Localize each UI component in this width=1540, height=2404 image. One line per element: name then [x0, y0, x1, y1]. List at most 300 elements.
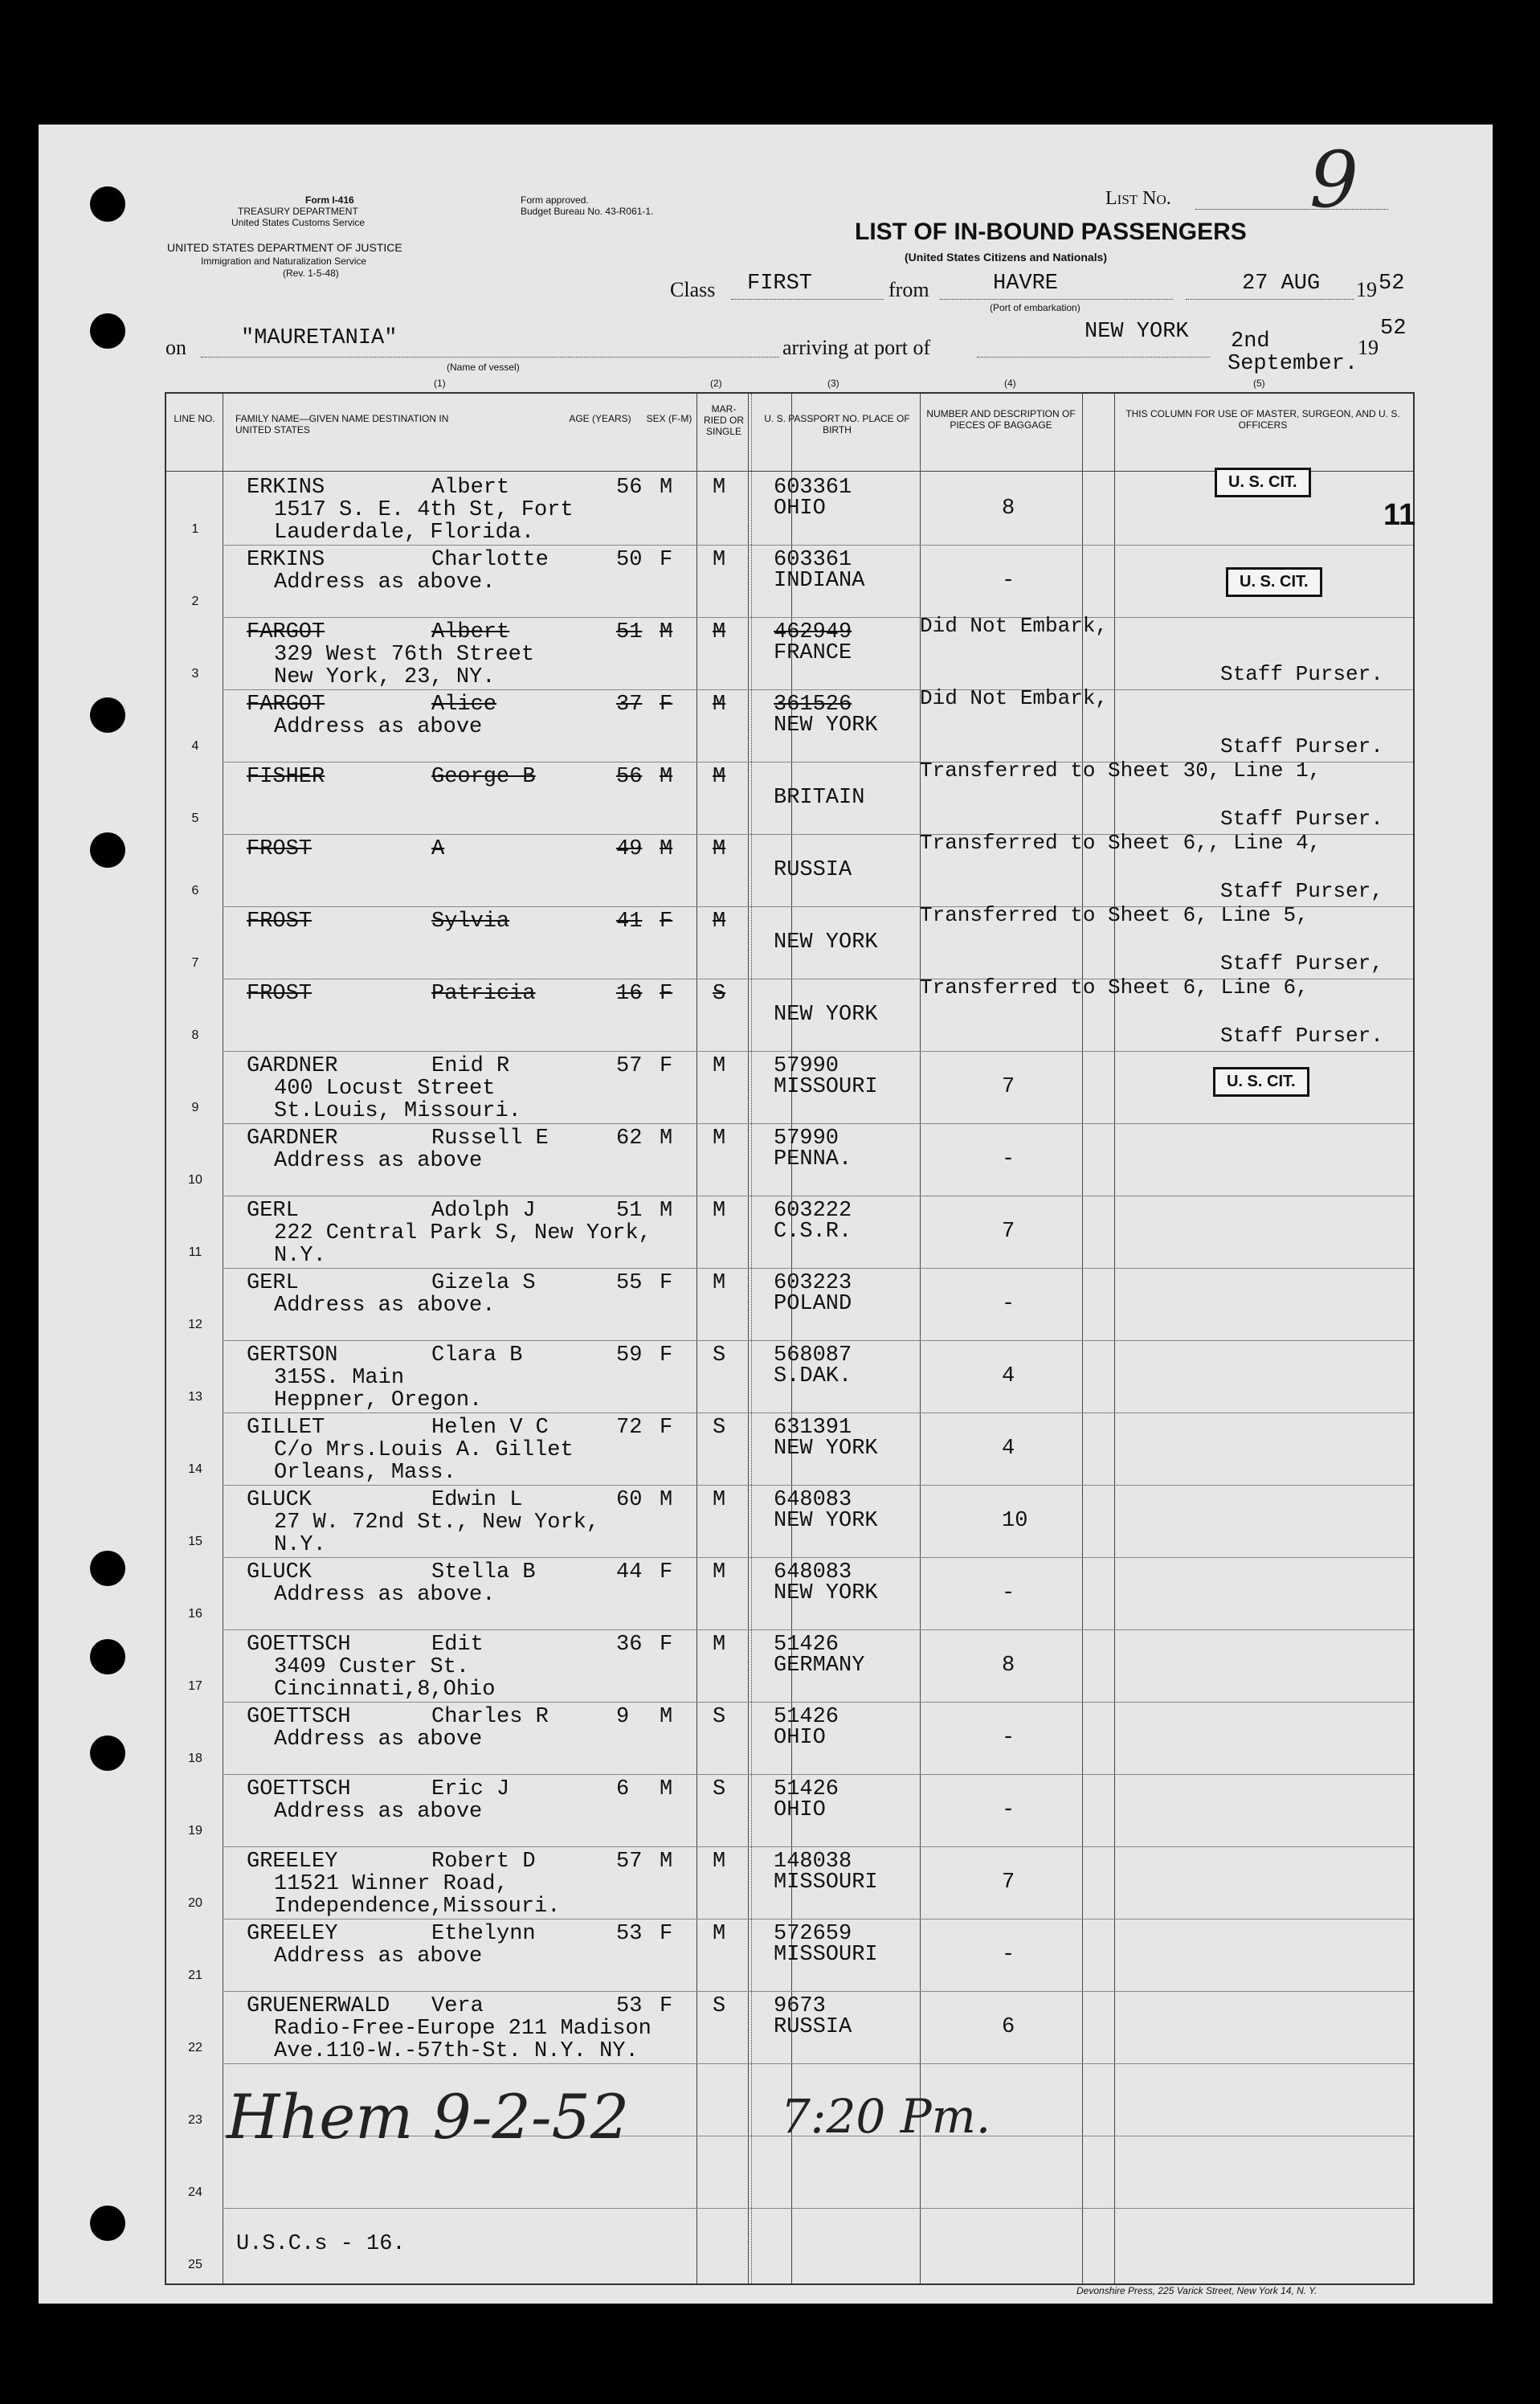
given-name: Albert	[431, 620, 510, 644]
row-divider	[223, 1268, 1413, 1269]
age: 56	[616, 765, 643, 789]
given-name: George B	[431, 765, 536, 789]
marital-status: M	[713, 1633, 726, 1657]
staff-purser-note: Staff Purser.	[1220, 734, 1383, 758]
baggage-count: -	[1002, 1798, 1015, 1822]
family-name: GOETTSCH	[247, 1705, 351, 1729]
passport-number: 57990	[774, 1126, 839, 1151]
destination-address: St.Louis, Missouri.	[274, 1099, 521, 1123]
passport-number: 603361	[774, 548, 852, 572]
line-number: 15	[188, 1535, 202, 1548]
given-name: Clara B	[431, 1343, 523, 1368]
page-subtitle: (United States Citizens and Nationals)	[905, 251, 1108, 264]
line-number: 21	[188, 1969, 202, 1982]
arrival-time: 7:20 Pm.	[781, 2089, 991, 2144]
marital-status: M	[713, 620, 726, 644]
age: 57	[616, 1850, 643, 1874]
depart-date: 27 AUG	[1242, 272, 1321, 296]
marital-status: M	[713, 1488, 726, 1512]
place-of-birth: BRITAIN	[774, 786, 865, 810]
punch-hole	[90, 1551, 125, 1586]
destination-address: Radio-Free-Europe 211 Madison	[274, 2017, 652, 2041]
given-name: Vera	[431, 1994, 484, 2018]
passport-number: 648083	[774, 1560, 852, 1584]
destination-address: Address as above	[274, 1149, 483, 1173]
arrival-month: September.	[1228, 352, 1358, 376]
destination-address: New York, 23, NY.	[274, 665, 496, 689]
baggage-count: 7	[1002, 1220, 1015, 1244]
given-name: Adolph J	[431, 1199, 536, 1223]
age: 59	[616, 1343, 643, 1368]
citizen-stamp: U. S. CIT.	[1226, 567, 1322, 597]
col-passport: U. S. PASSPORT NO. PLACE OF BIRTH	[764, 413, 910, 435]
officer-signature: Hhem 9-2-52	[227, 2081, 630, 2153]
destination-address: 11521 Winner Road,	[274, 1872, 509, 1896]
col-married: MAR-RIED OR SINGLE	[703, 403, 744, 437]
row-divider	[223, 1557, 1413, 1558]
punch-hole	[90, 313, 125, 349]
sex: F	[660, 982, 673, 1006]
age: 60	[616, 1488, 643, 1512]
row-divider	[223, 617, 1413, 618]
staff-purser-note: Staff Purser.	[1220, 1024, 1383, 1048]
family-name: FROST	[247, 982, 312, 1006]
passport-number: 603222	[774, 1199, 852, 1223]
depart-line	[1186, 299, 1354, 300]
vessel-caption: (Name of vessel)	[447, 362, 520, 373]
given-name: Alice	[431, 693, 497, 717]
age: 53	[616, 1922, 643, 1946]
age: 37	[616, 693, 643, 717]
marital-status: M	[713, 476, 726, 500]
line-number: 7	[191, 956, 199, 970]
family-name: GOETTSCH	[247, 1777, 351, 1801]
baggage-count: 8	[1002, 497, 1015, 521]
place-of-birth: C.S.R.	[774, 1220, 852, 1244]
baggage-count: 10	[1002, 1509, 1028, 1533]
baggage-count: -	[1002, 1943, 1015, 1967]
family-name: GRUENERWALD	[247, 1994, 390, 2018]
row-divider	[223, 2063, 1413, 2064]
destination-address: 315S. Main	[274, 1366, 405, 1390]
passport-number: 51426	[774, 1705, 839, 1729]
passport-number: 148038	[774, 1850, 852, 1874]
age: 9	[616, 1705, 630, 1729]
age: 41	[616, 910, 643, 934]
class-value: FIRST	[747, 272, 813, 296]
passport-number: 57990	[774, 1054, 839, 1078]
row-divider	[223, 689, 1413, 690]
corner-mark: 9	[1309, 135, 1359, 225]
line-number: 14	[188, 1462, 202, 1476]
port-caption: (Port of embarkation)	[990, 302, 1080, 313]
age: 72	[616, 1416, 643, 1440]
destination-address: C/o Mrs.Louis A. Gillet	[274, 1438, 574, 1462]
depart-year: 52	[1379, 272, 1405, 296]
arriving-label: arriving at port of	[782, 336, 931, 359]
given-name: Enid R	[431, 1054, 510, 1078]
vessel-line	[201, 357, 779, 358]
destination-address: Address as above	[274, 1727, 483, 1752]
line-number: 18	[188, 1752, 202, 1765]
destination-address: 1517 S. E. 4th St, Fort	[274, 498, 574, 522]
baggage-count: 8	[1002, 1654, 1015, 1678]
destination-address: N.Y.	[274, 1244, 326, 1268]
baggage-count: -	[1002, 1292, 1015, 1316]
baggage-count: -	[1002, 1147, 1015, 1171]
line-number: 24	[188, 2185, 202, 2199]
line-number: 3	[191, 667, 199, 681]
baggage-count: 6	[1002, 2015, 1015, 2039]
place-of-birth: POLAND	[774, 1292, 852, 1316]
place-of-birth: OHIO	[774, 1798, 826, 1822]
age: 6	[616, 1777, 630, 1801]
passport-number: 51426	[774, 1633, 839, 1657]
class-label: Class	[670, 278, 716, 301]
family-name: FISHER	[247, 765, 325, 789]
family-name: GILLET	[247, 1416, 325, 1440]
destination-address: 3409 Custer St.	[274, 1655, 470, 1679]
marital-status: M	[713, 1054, 726, 1078]
usc-count: U.S.C.s - 16.	[236, 2232, 406, 2256]
age: 53	[616, 1994, 643, 2018]
passport-number: 9673	[774, 1994, 826, 2018]
col-num: (4)	[1004, 378, 1016, 389]
sex: M	[660, 1488, 673, 1512]
disposition-note: Transferred to Sheet 6,, Line 4,	[920, 831, 1321, 855]
vessel-name: "MAURETANIA"	[241, 326, 398, 350]
line-number: 20	[188, 1896, 202, 1910]
row-divider	[223, 1629, 1413, 1630]
destination-address: 27 W. 72nd St., New York,	[274, 1511, 600, 1535]
line-number: 10	[188, 1173, 202, 1187]
place-of-birth: MISSOURI	[774, 1870, 878, 1895]
family-name: GERL	[247, 1199, 299, 1223]
arrival-year-prefix: 19	[1358, 336, 1379, 359]
form-number: Form I-416	[305, 194, 354, 206]
budget-bureau: Budget Bureau No. 43-R061-1.	[521, 206, 654, 217]
given-name: A	[431, 837, 445, 861]
family-name: GREELEY	[247, 1850, 338, 1874]
age: 55	[616, 1271, 643, 1295]
baggage-count: 7	[1002, 1870, 1015, 1895]
sex: M	[660, 1126, 673, 1151]
marital-status: S	[713, 1416, 726, 1440]
age: 44	[616, 1560, 643, 1584]
punch-hole	[90, 2206, 125, 2241]
line-number: 6	[191, 884, 199, 897]
marital-status: M	[713, 1199, 726, 1223]
punch-hole	[90, 186, 125, 222]
age: 51	[616, 620, 643, 644]
family-name: FARGOT	[247, 693, 325, 717]
age: 16	[616, 982, 643, 1006]
place-of-birth: NEW YORK	[774, 713, 878, 738]
sex: F	[660, 693, 673, 717]
line-number: 22	[188, 2041, 202, 2054]
family-name: FROST	[247, 837, 312, 861]
destination-address: Ave.110-W.-57th-St. N.Y. NY.	[274, 2039, 639, 2063]
arrival-date: 2nd	[1231, 329, 1270, 354]
class-line	[731, 299, 884, 300]
destination-address: Address as above	[274, 1944, 483, 1969]
given-name: Edwin L	[431, 1488, 523, 1512]
dept-justice: UNITED STATES DEPARTMENT OF JUSTICE	[167, 241, 402, 254]
staff-purser-note: Staff Purser.	[1220, 807, 1383, 831]
family-name: GOETTSCH	[247, 1633, 351, 1657]
sex: M	[660, 1850, 673, 1874]
list-no-label: List No.	[1105, 188, 1171, 209]
sex: M	[660, 1777, 673, 1801]
marital-status: S	[713, 982, 726, 1006]
customs-service: United States Customs Service	[231, 217, 366, 228]
place-of-birth: NEW YORK	[774, 1003, 878, 1027]
citizen-stamp: U. S. CIT.	[1213, 1067, 1309, 1097]
row-divider	[223, 1702, 1413, 1703]
age: 49	[616, 837, 643, 861]
sex: F	[660, 1343, 673, 1368]
destination-address: 222 Central Park S, New York,	[274, 1221, 652, 1245]
place-of-birth: OHIO	[774, 497, 826, 521]
row-divider	[223, 2208, 1413, 2209]
sex: F	[660, 1633, 673, 1657]
baggage-count: -	[1002, 1581, 1015, 1605]
marital-status: M	[713, 765, 726, 789]
line-number: 17	[188, 1679, 202, 1693]
sex: F	[660, 1054, 673, 1078]
place-of-birth: INDIANA	[774, 569, 865, 593]
passenger-table	[165, 392, 1415, 2285]
sex: F	[660, 1416, 673, 1440]
staff-purser-note: Staff Purser,	[1220, 951, 1383, 975]
family-name: GREELEY	[247, 1922, 338, 1946]
given-name: Charles R	[431, 1705, 549, 1729]
age: 50	[616, 548, 643, 572]
destination-address: Address as above.	[274, 570, 496, 595]
baggage-count: 7	[1002, 1075, 1015, 1099]
family-name: FARGOT	[247, 620, 325, 644]
row-divider	[223, 1051, 1413, 1052]
row-divider	[223, 1846, 1413, 1847]
place-of-birth: S.DAK.	[774, 1364, 852, 1388]
sex: M	[660, 620, 673, 644]
line-number: 13	[188, 1390, 202, 1404]
place-of-birth: RUSSIA	[774, 2015, 852, 2039]
given-name: Gizela S	[431, 1271, 536, 1295]
disposition-note: Did Not Embark,	[920, 614, 1109, 638]
destination-address: Address as above.	[274, 1294, 496, 1318]
sex: F	[660, 1271, 673, 1295]
given-name: Helen V C	[431, 1416, 549, 1440]
place-of-birth: RUSSIA	[774, 858, 852, 882]
passport-number: 631391	[774, 1416, 852, 1440]
col-sex: SEX (F-M)	[646, 413, 692, 424]
citizen-stamp: U. S. CIT.	[1215, 468, 1311, 497]
staff-purser-note: Staff Purser.	[1220, 662, 1383, 686]
marital-status: S	[713, 1343, 726, 1368]
ins-service: Immigration and Naturalization Service	[201, 256, 367, 267]
disposition-note: Transferred to Sheet 6, Line 5,	[920, 903, 1309, 927]
place-of-birth: MISSOURI	[774, 1075, 878, 1099]
col-num: (1)	[434, 378, 446, 389]
line-number: 25	[188, 2258, 202, 2271]
row-divider	[223, 1774, 1413, 1775]
arrival-port: NEW YORK	[1085, 320, 1189, 344]
sex: F	[660, 1560, 673, 1584]
marital-status: M	[713, 693, 726, 717]
place-of-birth: PENNA.	[774, 1147, 852, 1171]
marital-status: M	[713, 910, 726, 934]
disposition-note: Transferred to Sheet 30, Line 1,	[920, 758, 1321, 783]
col-name: FAMILY NAME—GIVEN NAME DESTINATION IN UNITED STATES	[235, 413, 449, 435]
given-name: Patricia	[431, 982, 536, 1006]
col-baggage: NUMBER AND DESCRIPTION OF PIECES OF BAGGAGE	[926, 408, 1076, 431]
given-name: Ethelynn	[431, 1922, 536, 1946]
destination-address: Independence,Missouri.	[274, 1895, 561, 1919]
printer-credit: Devonshire Press, 225 Varick Street, New York 14, N. Y.	[1076, 2285, 1317, 2296]
sex: M	[660, 837, 673, 861]
line-number: 12	[188, 1318, 202, 1331]
line-number: 9	[191, 1101, 199, 1114]
side-mark: 11	[1383, 498, 1416, 532]
marital-status: S	[713, 1994, 726, 2018]
destination-address: 400 Locust Street	[274, 1077, 496, 1101]
arrival-port-line	[977, 357, 1210, 358]
age: 51	[616, 1199, 643, 1223]
marital-status: M	[713, 1850, 726, 1874]
passport-number: 572659	[774, 1922, 852, 1946]
marital-status: M	[713, 1271, 726, 1295]
baggage-count: 4	[1002, 1364, 1015, 1388]
marital-status: M	[713, 1126, 726, 1151]
family-name: FROST	[247, 910, 312, 934]
punch-hole	[90, 697, 125, 733]
destination-address: Lauderdale, Florida.	[274, 521, 535, 545]
destination-address: 329 West 76th Street	[274, 643, 535, 667]
row-divider	[223, 1919, 1413, 1920]
row-divider	[223, 1123, 1413, 1124]
row-divider	[223, 1485, 1413, 1486]
punch-hole	[90, 1736, 125, 1771]
sex: F	[660, 548, 673, 572]
destination-address: Orleans, Mass.	[274, 1461, 456, 1485]
col-num: (2)	[710, 378, 722, 389]
line-number: 4	[191, 739, 199, 753]
col-num: (3)	[827, 378, 839, 389]
passport-number: 648083	[774, 1488, 852, 1512]
sex: F	[660, 1994, 673, 2018]
destination-address: Address as above	[274, 1800, 483, 1824]
sex: F	[660, 910, 673, 934]
embark-port: HAVRE	[993, 272, 1059, 296]
line-number: 2	[191, 595, 199, 608]
passport-number: 603223	[774, 1271, 852, 1295]
given-name: Charlotte	[431, 548, 549, 572]
place-of-birth: NEW YORK	[774, 1581, 878, 1605]
passport-number: 603361	[774, 476, 852, 500]
marital-status: M	[713, 1560, 726, 1584]
passport-number: 51426	[774, 1777, 839, 1801]
given-name: Eric J	[431, 1777, 510, 1801]
passport-number: 462949	[774, 620, 852, 644]
family-name: GARDNER	[247, 1126, 338, 1151]
line-number: 23	[188, 2113, 202, 2127]
line-number: 11	[188, 1245, 202, 1259]
sex: M	[660, 1705, 673, 1729]
line-number: 5	[191, 812, 199, 825]
from-label: from	[888, 278, 929, 301]
col-line-no: LINE NO.	[174, 413, 215, 424]
disposition-note: Transferred to Sheet 6, Line 6,	[920, 975, 1309, 1000]
sex: F	[660, 1922, 673, 1946]
place-of-birth: MISSOURI	[774, 1943, 878, 1967]
line-number: 19	[188, 1824, 202, 1838]
marital-status: M	[713, 548, 726, 572]
family-name: ERKINS	[247, 476, 325, 500]
passport-number: 568087	[774, 1343, 852, 1368]
place-of-birth: FRANCE	[774, 641, 852, 665]
given-name: Albert	[431, 476, 510, 500]
disposition-note: Did Not Embark,	[920, 686, 1109, 710]
sex: M	[660, 1199, 673, 1223]
given-name: Stella B	[431, 1560, 536, 1584]
punch-hole	[90, 832, 125, 868]
age: 62	[616, 1126, 643, 1151]
destination-address: Address as above	[274, 715, 483, 739]
row-divider	[223, 545, 1413, 546]
baggage-count: 4	[1002, 1437, 1015, 1461]
place-of-birth: GERMANY	[774, 1654, 865, 1678]
from-line	[940, 299, 1173, 300]
line-number: 1	[191, 522, 199, 536]
punch-hole	[90, 1639, 125, 1674]
row-divider	[223, 1340, 1413, 1341]
form-revision: (Rev. 1-5-48)	[283, 268, 339, 279]
given-name: Robert D	[431, 1850, 536, 1874]
place-of-birth: NEW YORK	[774, 1509, 878, 1533]
destination-address: N.Y.	[274, 1533, 326, 1557]
marital-status: S	[713, 1777, 726, 1801]
page-title: LIST OF IN-BOUND PASSENGERS	[855, 219, 1247, 245]
sex: M	[660, 765, 673, 789]
treasury-dept: TREASURY DEPARTMENT	[238, 206, 358, 217]
marital-status: M	[713, 837, 726, 861]
place-of-birth: OHIO	[774, 1726, 826, 1750]
baggage-count: -	[1002, 569, 1015, 593]
given-name: Sylvia	[431, 910, 510, 934]
place-of-birth: NEW YORK	[774, 1437, 878, 1461]
marital-status: S	[713, 1705, 726, 1729]
line-number: 8	[191, 1028, 199, 1042]
destination-address: Heppner, Oregon.	[274, 1388, 483, 1413]
list-no-line	[1195, 209, 1388, 210]
family-name: GLUCK	[247, 1488, 312, 1512]
family-name: ERKINS	[247, 548, 325, 572]
family-name: GERTSON	[247, 1343, 338, 1368]
age: 36	[616, 1633, 643, 1657]
age: 57	[616, 1054, 643, 1078]
form-approved: Form approved.	[521, 194, 589, 206]
line-number: 16	[188, 1607, 202, 1621]
sex: M	[660, 476, 673, 500]
family-name: GARDNER	[247, 1054, 338, 1078]
baggage-count: -	[1002, 1726, 1015, 1750]
depart-year-prefix: 19	[1356, 278, 1377, 301]
col-officers: THIS COLUMN FOR USE OF MASTER, SURGEON, AND U. S. OFFICERS	[1125, 408, 1400, 431]
col-num: (5)	[1253, 378, 1265, 389]
given-name: Russell E	[431, 1126, 549, 1151]
staff-purser-note: Staff Purser,	[1220, 879, 1383, 903]
